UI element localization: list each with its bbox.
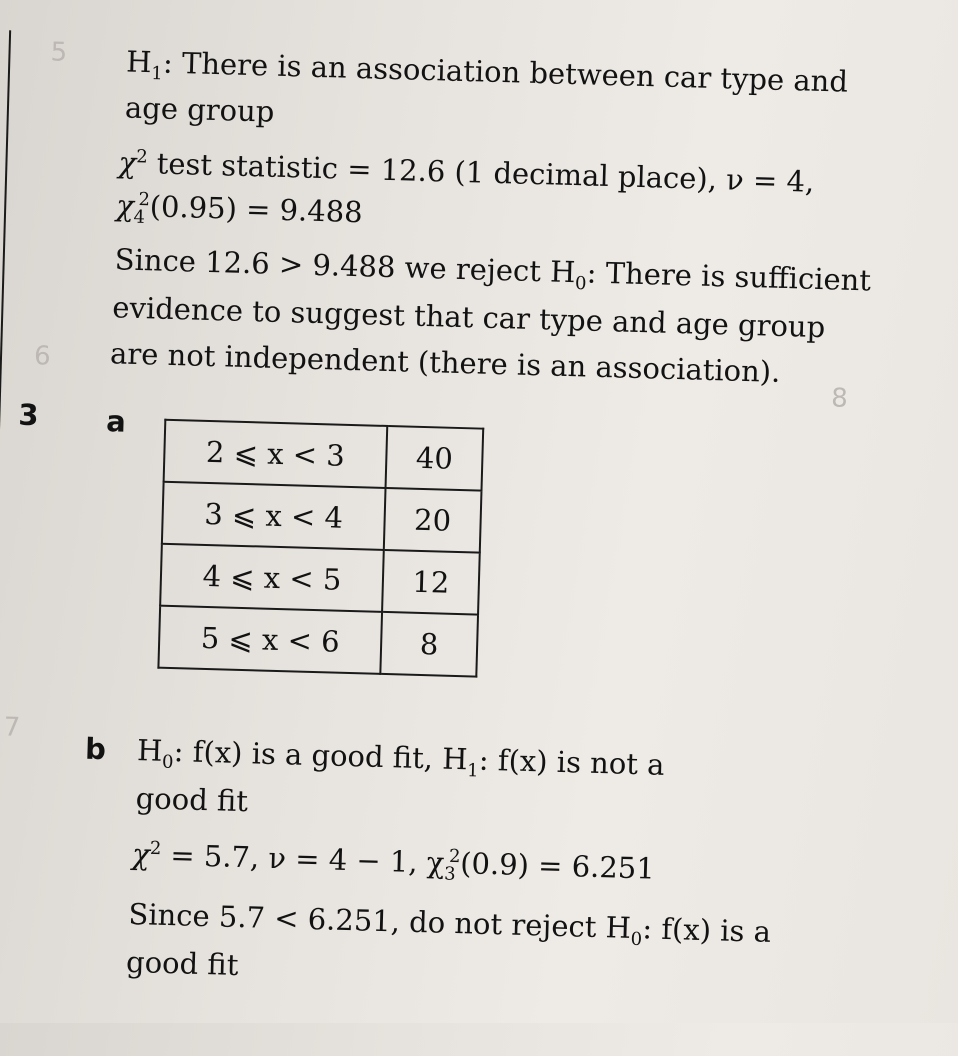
margin-mark-8: 8 xyxy=(830,383,849,414)
part-b-hypotheses: $H_0$: f(x) is a good fit, $H_1$: f(x) is not a xyxy=(136,733,665,782)
table-row xyxy=(162,482,482,553)
table-row xyxy=(164,420,484,491)
interval-cell: 4 ⩽ x < 5 xyxy=(160,544,384,612)
frequency-table xyxy=(157,419,484,678)
frequency-cell: 8 xyxy=(380,612,478,677)
h1-line-2: age group xyxy=(124,90,275,129)
conclusion-line-2: evidence to suggest that car type and age group xyxy=(111,290,826,345)
conclusion-line-1: Since 12.6 > 9.488 we reject $H_0$: There is sufficient xyxy=(114,242,872,298)
critical-value-line: $\chi_4^2(0.95) = 9.488$ xyxy=(115,188,364,230)
part-b-label: b xyxy=(84,731,107,767)
part-a-label: a xyxy=(105,404,127,439)
margin-rule xyxy=(0,30,11,1030)
part-b-chi-line: $\chi^2 = 5.7$, ν = 4 − 1, $\chi_3^2(0.9) = 6.251$ xyxy=(131,837,656,886)
part-b-conclusion-line-2: good fit xyxy=(125,944,239,983)
interval-cell: 2 ⩽ x < 3 xyxy=(164,420,388,488)
question-number: 3 xyxy=(17,397,40,433)
margin-mark-7: 7 xyxy=(3,712,21,743)
part-b-conclusion-line-1: Since 5.7 < 6.251, do not reject $H_0$: f(x) is a xyxy=(128,896,772,951)
test-statistic-line: $\chi^2$ test statistic = 12.6 (1 decimal place), ν = 4, xyxy=(118,145,815,199)
conclusion-line-3: are not independent (there is an association). xyxy=(109,336,781,389)
interval-cell: 3 ⩽ x < 4 xyxy=(162,482,386,550)
frequency-cell: 40 xyxy=(386,426,484,491)
table-row xyxy=(158,606,478,677)
part-b-line-2: good fit xyxy=(135,781,249,819)
frequency-cell: 12 xyxy=(382,550,480,615)
h1-line-1: $H_1$: There is an association between car type and xyxy=(125,44,849,99)
table-row xyxy=(160,544,480,615)
margin-mark-6: 6 xyxy=(33,341,52,372)
margin-mark-5: 5 xyxy=(50,37,68,68)
interval-cell: 5 ⩽ x < 6 xyxy=(158,606,382,674)
frequency-cell: 20 xyxy=(384,488,482,553)
